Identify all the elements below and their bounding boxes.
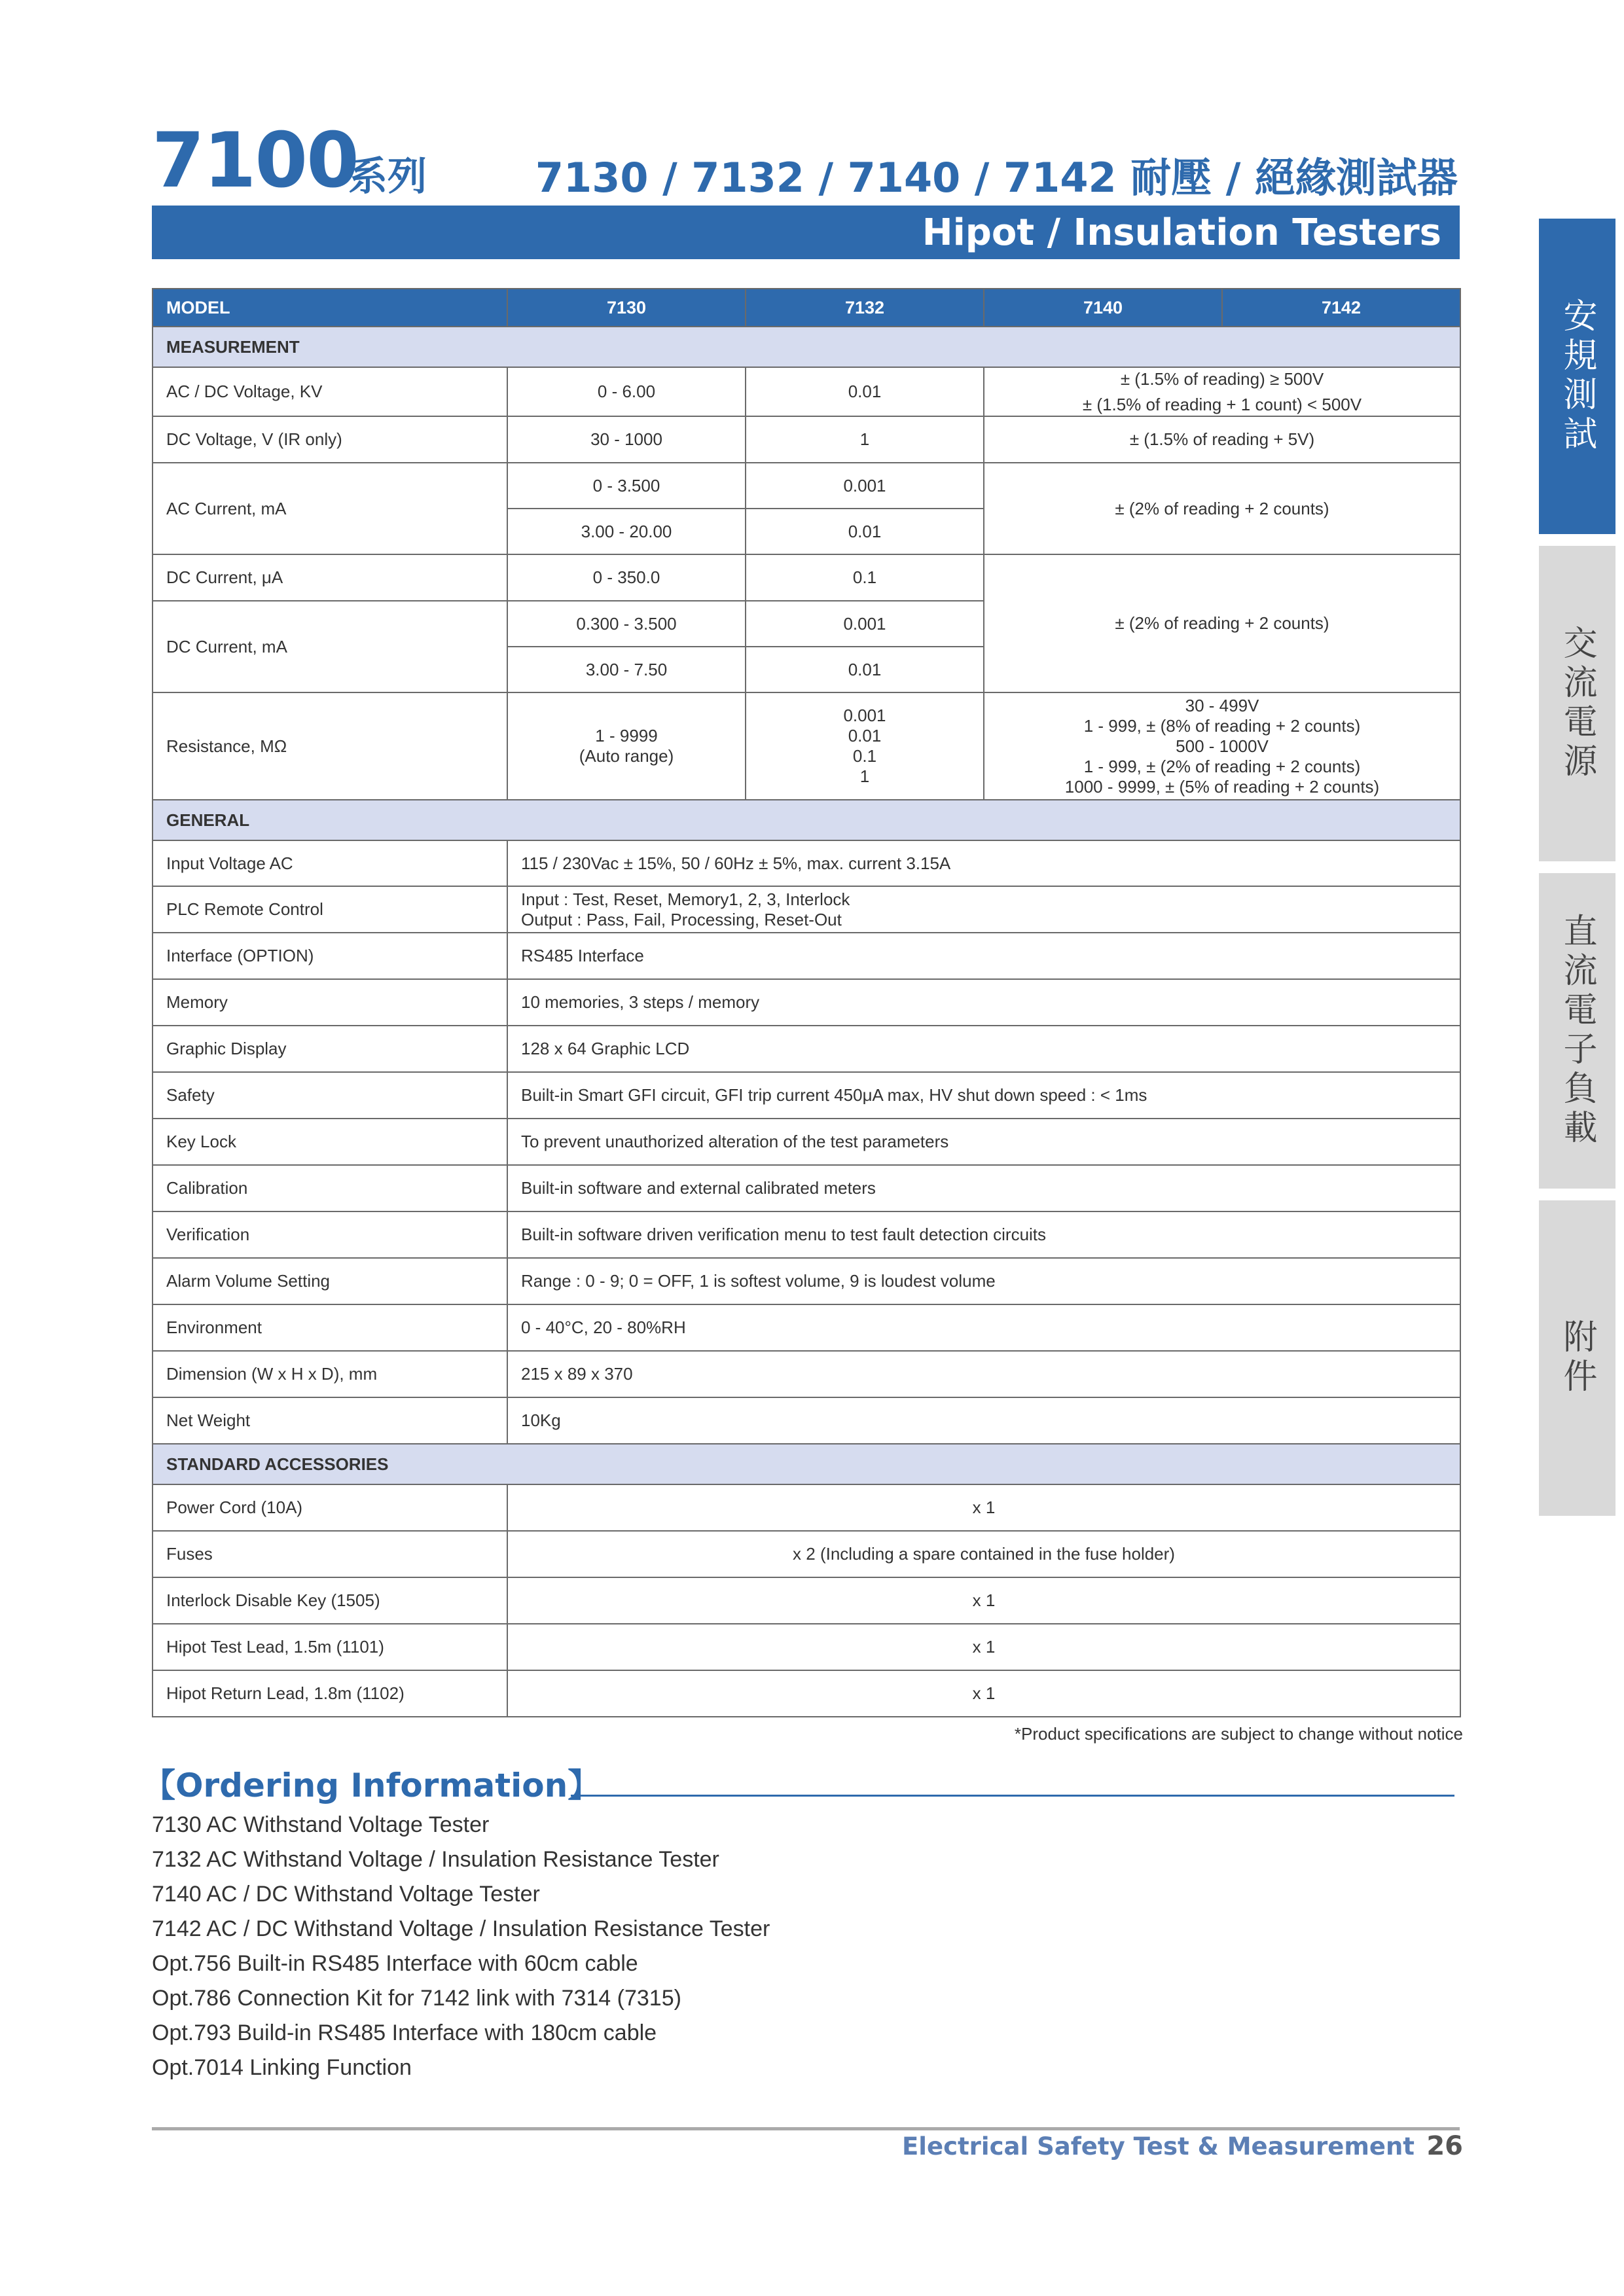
resolution-cell: 0.1	[746, 554, 984, 601]
row-label: Dimension (W x H x D), mm	[153, 1351, 507, 1397]
accuracy-cell: ± (2% of reading + 2 counts)	[984, 463, 1460, 554]
resolution-cell: 0.001	[746, 601, 984, 647]
side-tab-label: 交流電源	[1557, 625, 1597, 782]
table-row	[153, 1211, 1460, 1258]
resolution-line: 1	[859, 766, 870, 786]
title-banner	[152, 206, 1460, 259]
resolution-cell: 1	[746, 416, 984, 463]
row-label: Safety	[153, 1072, 507, 1119]
table-row	[153, 1119, 1460, 1165]
row-label: Environment	[153, 1304, 507, 1351]
row-value: 10Kg	[507, 1397, 1460, 1444]
list-item: 7132 AC Withstand Voltage / Insulation Resistance Tester	[152, 1847, 719, 1872]
row-label: Calibration	[153, 1165, 507, 1211]
row-label: Memory	[153, 979, 507, 1026]
table-row	[153, 933, 1460, 979]
resolution-line: 0.1	[852, 746, 877, 766]
range-cell: 0 - 3.500	[507, 463, 746, 509]
table-row	[153, 1026, 1460, 1072]
footer-title: Electrical Safety Test & Measurement	[902, 2132, 1415, 2161]
row-label: PLC Remote Control	[153, 886, 507, 933]
page-number: 26	[1426, 2131, 1463, 2161]
series-number: 7100	[152, 117, 358, 205]
section-accessories: STANDARD ACCESSORIES	[153, 1444, 1460, 1484]
range-cell	[507, 692, 746, 800]
range-cell: 0 - 6.00	[507, 367, 746, 416]
value-line: Input : Test, Reset, Memory1, 2, 3, Interlock	[521, 889, 850, 909]
ordering-title: 【Ordering Information】	[143, 1767, 601, 1804]
ordering-list	[152, 1808, 770, 2085]
table-row	[153, 554, 1460, 601]
accuracy-line: 500 - 1000V	[1176, 736, 1269, 756]
resolution-cell: 0.001	[746, 463, 984, 509]
table-row	[153, 1484, 1460, 1531]
side-tab-label: 安規測試	[1557, 298, 1597, 455]
table-row	[153, 1531, 1460, 1577]
row-label: Resistance, MΩ	[153, 692, 507, 800]
table-row	[153, 367, 1460, 416]
row-value: x 1	[507, 1577, 1460, 1624]
accuracy-cell	[984, 692, 1460, 800]
list-item: 7140 AC / DC Withstand Voltage Tester	[152, 1882, 540, 1907]
row-label: Net Weight	[153, 1397, 507, 1444]
row-label: DC Current, μA	[153, 554, 507, 601]
row-label: DC Current, mA	[153, 601, 507, 692]
ordering-divider	[571, 1795, 1454, 1797]
resolution-cell: 0.01	[746, 647, 984, 692]
table-row	[153, 1258, 1460, 1304]
accuracy-line: 1 - 999, ± (8% of reading + 2 counts)	[1083, 715, 1361, 736]
row-label: Hipot Return Lead, 1.8m (1102)	[153, 1670, 507, 1717]
table-row	[153, 1624, 1460, 1670]
accuracy-cell	[984, 367, 1460, 416]
range-cell: 30 - 1000	[507, 416, 746, 463]
list-item: Opt.793 Build-in RS485 Interface with 180cm cable	[152, 2020, 657, 2045]
list-item: Opt.756 Built-in RS485 Interface with 60cm cable	[152, 1951, 638, 1976]
spec-table	[152, 288, 1461, 1717]
row-label: Input Voltage AC	[153, 840, 507, 886]
row-value	[507, 886, 1460, 933]
resolution-cell: 0.01	[746, 509, 984, 554]
row-label: Graphic Display	[153, 1026, 507, 1072]
table-row	[153, 1577, 1460, 1624]
table-row	[153, 1670, 1460, 1717]
row-value: x 1	[507, 1624, 1460, 1670]
list-item: Opt.7014 Linking Function	[152, 2055, 412, 2080]
row-label: Verification	[153, 1211, 507, 1258]
table-row	[153, 463, 1460, 509]
range-cell: 0 - 350.0	[507, 554, 746, 601]
header-7140: 7140	[984, 289, 1222, 327]
row-value: 115 / 230Vac ± 15%, 50 / 60Hz ± 5%, max. current 3.15A	[507, 840, 1460, 886]
list-item: 7130 AC Withstand Voltage Tester	[152, 1812, 490, 1837]
row-value: 10 memories, 3 steps / memory	[507, 979, 1460, 1026]
row-value: Built-in software and external calibrated meters	[507, 1165, 1460, 1211]
table-row	[153, 979, 1460, 1026]
row-value: Built-in Smart GFI circuit, GFI trip current 450μA max, HV shut down speed : < 1ms	[507, 1072, 1460, 1119]
row-label: DC Voltage, V (IR only)	[153, 416, 507, 463]
accuracy-line: 1000 - 9999, ± (5% of reading + 2 counts)	[1064, 776, 1380, 797]
row-value: 215 x 89 x 370	[507, 1351, 1460, 1397]
row-value: 0 - 40°C, 20 - 80%RH	[507, 1304, 1460, 1351]
row-value: RS485 Interface	[507, 933, 1460, 979]
table-row	[153, 1165, 1460, 1211]
row-label: Fuses	[153, 1531, 507, 1577]
side-tab-accessories[interactable]	[1539, 1200, 1615, 1516]
accuracy-line: ± (1.5% of reading) ≥ 500V	[1120, 368, 1324, 389]
row-value: Built-in software driven verification menu to test fault detection circuits	[507, 1211, 1460, 1258]
accuracy-line: 30 - 499V	[1185, 695, 1259, 715]
section-general: GENERAL	[153, 800, 1460, 840]
table-row	[153, 886, 1460, 933]
section-row	[153, 800, 1460, 840]
banner-title: Hipot / Insulation Testers	[922, 211, 1441, 254]
list-item: Opt.786 Connection Kit for 7142 link with 7314 (7315)	[152, 1986, 681, 2011]
row-value: Range : 0 - 9; 0 = OFF, 1 is softest volume, 9 is loudest volume	[507, 1258, 1460, 1304]
side-tab-label: 附件	[1557, 1319, 1597, 1397]
table-row	[153, 1072, 1460, 1119]
range-line: 1 - 9999	[595, 726, 658, 745]
footnote: *Product specifications are subject to change without notice	[1014, 1724, 1463, 1744]
row-value: x 1	[507, 1484, 1460, 1531]
resolution-line: 0.01	[848, 726, 882, 745]
table-row	[153, 1304, 1460, 1351]
resolution-line: 0.001	[843, 706, 886, 725]
range-cell: 3.00 - 7.50	[507, 647, 746, 692]
table-row	[153, 1397, 1460, 1444]
row-value: x 1	[507, 1670, 1460, 1717]
table-row	[153, 840, 1460, 886]
row-value: x 2 (Including a spare contained in the fuse holder)	[507, 1531, 1460, 1577]
header-7142: 7142	[1222, 289, 1460, 327]
side-tab-dc-load[interactable]	[1539, 873, 1615, 1189]
header-7130: 7130	[507, 289, 746, 327]
row-label: AC / DC Voltage, KV	[153, 367, 507, 416]
side-tab-label: 直流電子負載	[1557, 913, 1597, 1149]
row-value: To prevent unauthorized alteration of the test parameters	[507, 1119, 1460, 1165]
side-tab-safety-test[interactable]	[1539, 219, 1615, 534]
table-header-row	[153, 289, 1460, 327]
section-row	[153, 1444, 1460, 1484]
resolution-cell: 0.01	[746, 367, 984, 416]
range-cell: 0.300 - 3.500	[507, 601, 746, 647]
row-label: Interface (OPTION)	[153, 933, 507, 979]
row-label: AC Current, mA	[153, 463, 507, 554]
header-7132: 7132	[746, 289, 984, 327]
section-measurement: MEASUREMENT	[153, 327, 1460, 367]
row-label: Key Lock	[153, 1119, 507, 1165]
value-line: Output : Pass, Fail, Processing, Reset-Out	[521, 909, 842, 929]
row-label: Interlock Disable Key (1505)	[153, 1577, 507, 1624]
table-row	[153, 416, 1460, 463]
series-label: 系列	[348, 154, 427, 200]
row-value: 128 x 64 Graphic LCD	[507, 1026, 1460, 1072]
row-label: Power Cord (10A)	[153, 1484, 507, 1531]
accuracy-cell: ± (2% of reading + 2 counts)	[984, 554, 1460, 692]
table-row	[153, 692, 1460, 800]
list-item: 7142 AC / DC Withstand Voltage / Insulation Resistance Tester	[152, 1916, 770, 1941]
resolution-cell	[746, 692, 984, 800]
accuracy-line: 1 - 999, ± (2% of reading + 2 counts)	[1083, 756, 1361, 776]
accuracy-cell: ± (1.5% of reading + 5V)	[984, 416, 1460, 463]
table-row	[153, 1351, 1460, 1397]
side-tab-ac-power[interactable]	[1539, 546, 1615, 861]
section-row	[153, 327, 1460, 367]
row-label: Hipot Test Lead, 1.5m (1101)	[153, 1624, 507, 1670]
range-line: (Auto range)	[579, 746, 674, 766]
header-model: MODEL	[153, 289, 507, 327]
accuracy-line: ± (1.5% of reading + 1 count) < 500V	[1082, 394, 1362, 414]
range-cell: 3.00 - 20.00	[507, 509, 746, 554]
models-title: 7130 / 7132 / 7140 / 7142 耐壓 / 絕緣測試器	[535, 154, 1458, 202]
row-label: Alarm Volume Setting	[153, 1258, 507, 1304]
footer-divider	[152, 2127, 1460, 2130]
